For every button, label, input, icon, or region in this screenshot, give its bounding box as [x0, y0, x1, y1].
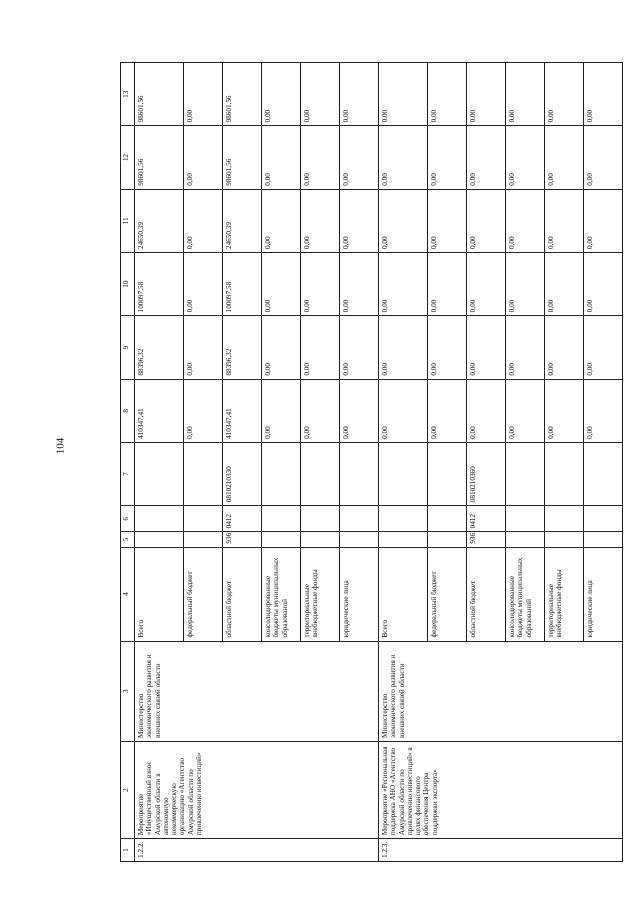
- value-cell: 0,00: [301, 379, 340, 442]
- value-cell: 0810210360: [467, 442, 506, 505]
- value-cell: [262, 532, 301, 547]
- value-cell: [184, 506, 223, 532]
- funding-source-cell: областной бюджет: [467, 547, 506, 641]
- value-cell: 0,00: [340, 63, 379, 126]
- value-cell: 0412: [467, 506, 506, 532]
- value-cell: 0,00: [545, 253, 584, 316]
- value-cell: 936: [223, 532, 262, 547]
- value-cell: [379, 506, 428, 532]
- header-cell: 3: [121, 641, 135, 741]
- value-cell: 0,00: [340, 316, 379, 379]
- item-name: Мероприятие «Региональная поддержка АНО «Агентство Амурской области по привлечению инвестиций» в целях финансового обеспечения Центра поддержки экспорта»: [379, 741, 623, 838]
- value-cell: 0,00: [584, 126, 623, 189]
- value-cell: [184, 442, 223, 505]
- value-cell: 0,00: [467, 379, 506, 442]
- table-row: [379, 63, 428, 862]
- value-cell: 0,00: [506, 189, 545, 252]
- funding-source-cell: консолидированные бюджеты муниципальных образований: [262, 547, 301, 641]
- funding-source-cell: территориальные внебюджетные фонды: [301, 547, 340, 641]
- value-cell: 98601,56: [135, 126, 184, 189]
- value-cell: [301, 532, 340, 547]
- value-cell: 0,00: [301, 316, 340, 379]
- rotated-sheet: [120, 62, 594, 862]
- value-cell: 0,00: [301, 63, 340, 126]
- header-cell: 10: [121, 253, 135, 316]
- value-cell: [301, 442, 340, 505]
- value-cell: [262, 506, 301, 532]
- value-cell: 0,00: [301, 253, 340, 316]
- value-cell: [379, 532, 428, 547]
- funding-source-cell: федеральный бюджет: [184, 547, 223, 641]
- value-cell: [184, 532, 223, 547]
- funding-source-cell: Всего: [135, 547, 184, 641]
- value-cell: [262, 442, 301, 505]
- budget-table: [120, 62, 623, 862]
- header-cell: 9: [121, 316, 135, 379]
- value-cell: 0,00: [262, 126, 301, 189]
- value-cell: [545, 532, 584, 547]
- funding-source-cell: областной бюджет: [223, 547, 262, 641]
- header-cell: 4: [121, 547, 135, 641]
- value-cell: [506, 532, 545, 547]
- funding-source-cell: консолидированные бюджеты муниципальных образований: [506, 547, 545, 641]
- value-cell: 0,00: [184, 63, 223, 126]
- value-cell: 0,00: [584, 253, 623, 316]
- value-cell: 0,00: [584, 63, 623, 126]
- value-cell: [428, 506, 467, 532]
- value-cell: 100097,58: [223, 253, 262, 316]
- value-cell: 0810210330: [223, 442, 262, 505]
- value-cell: 936: [467, 532, 506, 547]
- rotated-table-container: [120, 62, 594, 862]
- value-cell: [506, 442, 545, 505]
- value-cell: 0,00: [340, 126, 379, 189]
- value-cell: 0,00: [262, 379, 301, 442]
- value-cell: 0,00: [545, 189, 584, 252]
- value-cell: 0412: [223, 506, 262, 532]
- value-cell: [340, 506, 379, 532]
- value-cell: 0,00: [584, 189, 623, 252]
- item-name: Мероприятие «Имущественный взнос Амурской области в автономную некоммерческую организацию «Агентство Амурской области по привлечению инвестиций»: [135, 741, 379, 838]
- value-cell: 100097,58: [135, 253, 184, 316]
- value-cell: 0,00: [506, 379, 545, 442]
- value-cell: 0,00: [184, 253, 223, 316]
- value-cell: 0,00: [584, 379, 623, 442]
- value-cell: 0,00: [545, 316, 584, 379]
- value-cell: 410347,41: [135, 379, 184, 442]
- value-cell: [428, 442, 467, 505]
- value-cell: 98601,56: [223, 126, 262, 189]
- value-cell: 410347,41: [223, 379, 262, 442]
- value-cell: 0,00: [379, 379, 428, 442]
- value-cell: 0,00: [301, 189, 340, 252]
- header-cell: 2: [121, 741, 135, 838]
- value-cell: [584, 506, 623, 532]
- value-cell: 0,00: [184, 379, 223, 442]
- value-cell: 0,00: [340, 379, 379, 442]
- value-cell: 0,00: [428, 253, 467, 316]
- value-cell: 0,00: [428, 316, 467, 379]
- value-cell: 98601,56: [223, 63, 262, 126]
- item-executor: Министерство экономического развития и внешних связей области: [379, 641, 623, 741]
- value-cell: 0,00: [506, 126, 545, 189]
- value-cell: [340, 442, 379, 505]
- header-cell: 11: [121, 189, 135, 252]
- header-cell: 5: [121, 532, 135, 547]
- header-row: [121, 63, 135, 862]
- funding-source-cell: юридические лица: [340, 547, 379, 641]
- value-cell: [135, 442, 184, 505]
- value-cell: 0,00: [545, 63, 584, 126]
- value-cell: 0,00: [467, 316, 506, 379]
- value-cell: [545, 442, 584, 505]
- value-cell: 0,00: [184, 126, 223, 189]
- item-executor: Министерство экономического развития и внешних связей области: [135, 641, 379, 741]
- header-cell: 6: [121, 506, 135, 532]
- value-cell: 24650,39: [223, 189, 262, 252]
- item-number: 1.2.3.: [379, 839, 623, 862]
- value-cell: 0,00: [262, 63, 301, 126]
- value-cell: 0,00: [428, 379, 467, 442]
- funding-source-cell: территориальные внебюджетные фонды: [545, 547, 584, 641]
- value-cell: 24650,39: [135, 189, 184, 252]
- value-cell: 0,00: [340, 189, 379, 252]
- value-cell: 0,00: [428, 126, 467, 189]
- table-row: [135, 63, 184, 862]
- value-cell: 0,00: [545, 379, 584, 442]
- value-cell: 0,00: [545, 126, 584, 189]
- value-cell: [584, 532, 623, 547]
- header-cell: 12: [121, 126, 135, 189]
- value-cell: 0,00: [379, 63, 428, 126]
- value-cell: 0,00: [467, 189, 506, 252]
- value-cell: [584, 442, 623, 505]
- value-cell: 0,00: [584, 316, 623, 379]
- value-cell: 0,00: [428, 189, 467, 252]
- value-cell: [340, 532, 379, 547]
- value-cell: 0,00: [506, 63, 545, 126]
- value-cell: [301, 506, 340, 532]
- value-cell: [379, 442, 428, 505]
- funding-source-cell: юридические лица: [584, 547, 623, 641]
- value-cell: 0,00: [379, 316, 428, 379]
- value-cell: 0,00: [379, 126, 428, 189]
- item-number: 1.2.2.: [135, 839, 379, 862]
- header-cell: 13: [121, 63, 135, 126]
- value-cell: 0,00: [379, 189, 428, 252]
- value-cell: 0,00: [184, 189, 223, 252]
- header-cell: 8: [121, 379, 135, 442]
- header-cell: 1: [121, 839, 135, 862]
- value-cell: [135, 532, 184, 547]
- value-cell: [428, 532, 467, 547]
- value-cell: 0,00: [506, 316, 545, 379]
- funding-source-cell: федеральный бюджет: [428, 547, 467, 641]
- value-cell: 98601,56: [135, 63, 184, 126]
- value-cell: 88396,32: [135, 316, 184, 379]
- funding-source-cell: Всего: [379, 547, 428, 641]
- table-body: [121, 63, 623, 862]
- value-cell: [506, 506, 545, 532]
- value-cell: 0,00: [184, 316, 223, 379]
- value-cell: 0,00: [301, 126, 340, 189]
- value-cell: 0,00: [262, 253, 301, 316]
- value-cell: 0,00: [506, 253, 545, 316]
- value-cell: 0,00: [262, 316, 301, 379]
- header-cell: 7: [121, 442, 135, 505]
- value-cell: 0,00: [467, 63, 506, 126]
- value-cell: 0,00: [340, 253, 379, 316]
- value-cell: [545, 506, 584, 532]
- value-cell: 0,00: [379, 253, 428, 316]
- value-cell: 88396,32: [223, 316, 262, 379]
- value-cell: [135, 506, 184, 532]
- value-cell: 0,00: [467, 253, 506, 316]
- value-cell: 0,00: [428, 63, 467, 126]
- page-number: 104: [54, 437, 67, 455]
- value-cell: 0,00: [467, 126, 506, 189]
- value-cell: 0,00: [262, 189, 301, 252]
